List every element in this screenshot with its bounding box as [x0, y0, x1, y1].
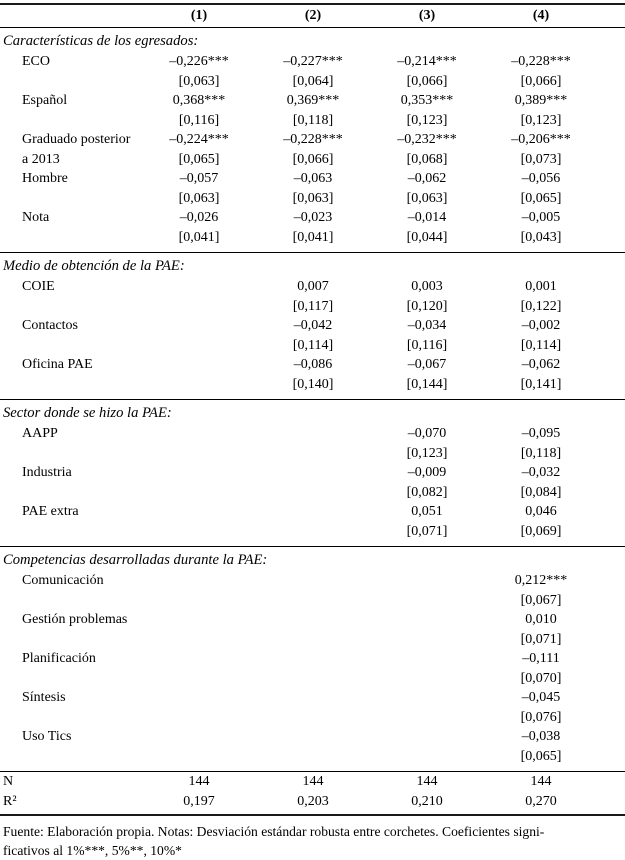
- coef-value: –0,228***: [283, 132, 343, 147]
- coef-value: –0,005: [521, 210, 561, 225]
- coef-value: –0,227***: [283, 54, 343, 69]
- coef-value: [142, 688, 256, 708]
- table-row-nota: [0, 208, 625, 247]
- coef-value: [142, 502, 256, 522]
- std-error: [142, 708, 256, 728]
- table-row-aapp: [0, 424, 625, 463]
- coef-value: –0,206***: [511, 132, 571, 147]
- coef-value: 0,212***: [514, 573, 568, 588]
- std-error: [256, 747, 370, 767]
- table-row-coie: [0, 277, 625, 316]
- stat-value: 0,197: [183, 793, 215, 809]
- std-error: [0,118]: [292, 112, 334, 128]
- std-error: [0,116]: [178, 112, 220, 128]
- stats-row-n: [0, 772, 625, 792]
- row-label: Industria: [22, 465, 72, 480]
- stat-value: 144: [302, 774, 324, 789]
- std-error: [370, 669, 484, 689]
- std-error: [0,123]: [520, 112, 562, 128]
- coef-value: –0,224***: [169, 132, 229, 147]
- std-error: [142, 591, 256, 611]
- coef-value: –0,009: [407, 465, 447, 480]
- coef-value: –0,057: [179, 171, 219, 186]
- std-error: [0,069]: [520, 523, 562, 539]
- table-row-graduado: [0, 130, 625, 169]
- std-error: [0,066]: [520, 73, 562, 89]
- std-error: [0,068]: [406, 151, 448, 167]
- coef-value: –0,032: [521, 465, 561, 480]
- std-error: [0,041]: [178, 229, 220, 245]
- stat-value: 144: [530, 774, 552, 789]
- coef-value: –0,111: [522, 651, 560, 666]
- coef-value: –0,214***: [397, 54, 457, 69]
- coef-value: 0,007: [297, 279, 329, 294]
- std-error: [0,140]: [292, 376, 334, 392]
- std-error: [0,120]: [406, 298, 448, 314]
- std-error: [142, 483, 256, 503]
- std-error: [256, 483, 370, 503]
- std-error: [0,123]: [406, 445, 448, 461]
- std-error: [142, 297, 256, 317]
- coef-value: 0,010: [525, 612, 557, 627]
- coef-value: [256, 424, 370, 444]
- coef-value: [142, 463, 256, 483]
- row-label: ECO: [22, 54, 50, 69]
- coef-value: [142, 355, 256, 375]
- table-bottom-rule: [0, 814, 625, 816]
- coef-value: 0,051: [411, 504, 443, 519]
- coef-value: 0,369***: [286, 93, 340, 108]
- std-error: [142, 522, 256, 542]
- std-error: [0,063]: [178, 190, 220, 206]
- stat-value: 0,203: [297, 793, 329, 809]
- std-error: [0,070]: [520, 670, 562, 686]
- std-error: [0,065]: [178, 151, 220, 167]
- section-title-egresados: Características de los egresados:: [3, 33, 199, 49]
- table-row-uso-tics: [0, 727, 625, 766]
- std-error: [0,065]: [520, 748, 562, 764]
- coef-value: –0,023: [293, 210, 333, 225]
- coef-value: [142, 610, 256, 630]
- column-header-3: (3): [418, 8, 436, 23]
- std-error: [0,116]: [406, 337, 448, 353]
- coef-value: –0,056: [521, 171, 561, 186]
- stat-value: 0,270: [525, 793, 557, 809]
- std-error: [0,064]: [292, 73, 334, 89]
- row-label: AAPP: [22, 426, 58, 441]
- std-error: [256, 669, 370, 689]
- std-error: [0,141]: [520, 376, 562, 392]
- row-label-cont: a 2013: [22, 151, 60, 167]
- coef-value: 0,353***: [400, 93, 454, 108]
- coef-value: –0,067: [407, 357, 447, 372]
- table-row-pae-extra: [0, 502, 625, 541]
- table-footnote: [0, 822, 625, 860]
- coef-value: [256, 688, 370, 708]
- coef-value: [370, 688, 484, 708]
- coef-value: –0,062: [521, 357, 561, 372]
- stat-value: 0,210: [411, 793, 443, 809]
- std-error: [142, 747, 256, 767]
- stat-value: 144: [416, 774, 438, 789]
- row-label: Oficina PAE: [22, 357, 93, 372]
- coef-value: 0,003: [411, 279, 443, 294]
- coef-value: [370, 610, 484, 630]
- std-error: [256, 708, 370, 728]
- std-error: [0,065]: [520, 190, 562, 206]
- column-header-4: (4): [532, 8, 550, 23]
- row-label: Contactos: [22, 318, 78, 333]
- coef-value: [142, 316, 256, 336]
- coef-value: –0,042: [293, 318, 333, 333]
- std-error: [0,044]: [406, 229, 448, 245]
- coef-value: [142, 424, 256, 444]
- coef-value: [370, 727, 484, 747]
- coef-value: [142, 571, 256, 591]
- coef-value: [256, 649, 370, 669]
- stats-row-r2: [0, 792, 625, 812]
- std-error: [370, 591, 484, 611]
- std-error: [0,076]: [520, 709, 562, 725]
- coef-value: –0,062: [407, 171, 447, 186]
- coef-value: [142, 649, 256, 669]
- std-error: [0,043]: [520, 229, 562, 245]
- std-error: [256, 522, 370, 542]
- coef-value: 0,001: [525, 279, 557, 294]
- table-row-contactos: [0, 316, 625, 355]
- coef-value: [256, 502, 370, 522]
- std-error: [0,073]: [520, 151, 562, 167]
- std-error: [370, 747, 484, 767]
- coef-value: 0,046: [525, 504, 557, 519]
- std-error: [0,066]: [406, 73, 448, 89]
- std-error: [0,063]: [406, 190, 448, 206]
- std-error: [0,123]: [406, 112, 448, 128]
- coef-value: [370, 649, 484, 669]
- coef-value: –0,002: [521, 318, 561, 333]
- coef-value: –0,095: [521, 426, 561, 441]
- std-error: [142, 444, 256, 464]
- stat-label-r2: R²: [3, 793, 17, 809]
- coef-value: 0,389***: [514, 93, 568, 108]
- std-error: [0,084]: [520, 484, 562, 500]
- row-label: Síntesis: [22, 690, 66, 705]
- std-error: [0,071]: [406, 523, 448, 539]
- coef-value: –0,014: [407, 210, 447, 225]
- row-label: Uso Tics: [22, 729, 72, 744]
- section-title-competencias: Competencias desarrolladas durante la PAE:: [3, 552, 268, 568]
- stat-label-n: N: [3, 774, 14, 789]
- std-error: [0,063]: [178, 73, 220, 89]
- row-label: Comunicación: [22, 573, 104, 588]
- coef-value: [370, 571, 484, 591]
- row-label: COIE: [22, 279, 55, 294]
- row-label: Planificación: [22, 651, 96, 666]
- coef-value: [256, 727, 370, 747]
- coef-value: [256, 610, 370, 630]
- std-error: [0,067]: [520, 592, 562, 608]
- coef-value: [256, 463, 370, 483]
- footnote-line-2: ficativos al 1%***, 5%**, 10%*: [3, 843, 182, 858]
- coef-value: –0,045: [521, 690, 561, 705]
- coef-value: –0,026: [179, 210, 219, 225]
- coef-value: –0,226***: [169, 54, 229, 69]
- coef-value: –0,228***: [511, 54, 571, 69]
- coef-value: [142, 277, 256, 297]
- std-error: [0,122]: [520, 298, 562, 314]
- row-label: Gestión problemas: [22, 612, 128, 627]
- std-error: [142, 336, 256, 356]
- table-header-row: [0, 5, 625, 27]
- std-error: [0,082]: [406, 484, 448, 500]
- table-row-industria: [0, 463, 625, 502]
- std-error: [370, 708, 484, 728]
- row-label: Español: [22, 93, 68, 108]
- table-row-comunicacion: [0, 571, 625, 610]
- table-row-espanol: [0, 91, 625, 130]
- table-row-hombre: [0, 169, 625, 208]
- std-error: [0,117]: [292, 298, 334, 314]
- table-row-gestion-problemas: [0, 610, 625, 649]
- coef-value: 0,368***: [172, 93, 226, 108]
- table-row-planificacion: [0, 649, 625, 688]
- std-error: [370, 630, 484, 650]
- table-row-eco: [0, 52, 625, 91]
- section-title-medio-obtencion: Medio de obtención de la PAE:: [3, 258, 185, 274]
- coef-value: –0,038: [521, 729, 561, 744]
- coef-value: [142, 727, 256, 747]
- std-error: [0,118]: [520, 445, 562, 461]
- coef-value: –0,063: [293, 171, 333, 186]
- std-error: [0,114]: [520, 337, 562, 353]
- row-label: Graduado posterior: [22, 132, 131, 147]
- std-error: [0,144]: [406, 376, 448, 392]
- column-header-2: (2): [304, 8, 322, 23]
- section-title-sector: Sector donde se hizo la PAE:: [3, 405, 172, 421]
- row-label: PAE extra: [22, 504, 79, 519]
- std-error: [142, 669, 256, 689]
- column-header-1: (1): [190, 8, 208, 23]
- std-error: [256, 630, 370, 650]
- std-error: [142, 630, 256, 650]
- std-error: [0,071]: [520, 631, 562, 647]
- row-label: Hombre: [22, 171, 68, 186]
- std-error: [142, 375, 256, 395]
- std-error: [256, 591, 370, 611]
- coef-value: –0,232***: [397, 132, 457, 147]
- std-error: [0,066]: [292, 151, 334, 167]
- std-error: [0,114]: [292, 337, 334, 353]
- std-error: [0,063]: [292, 190, 334, 206]
- coef-value: –0,070: [407, 426, 447, 441]
- row-label: Nota: [22, 210, 50, 225]
- stat-value: 144: [188, 774, 210, 789]
- std-error: [256, 444, 370, 464]
- coef-value: –0,086: [293, 357, 333, 372]
- coef-value: [256, 571, 370, 591]
- table-row-oficina-pae: [0, 355, 625, 394]
- footnote-line-1: Fuente: Elaboración propia. Notas: Desviación estándar robusta entre corchetes. Coeficientes signi-: [3, 824, 545, 839]
- table-row-sintesis: [0, 688, 625, 727]
- std-error: [0,041]: [292, 229, 334, 245]
- coef-value: –0,034: [407, 318, 447, 333]
